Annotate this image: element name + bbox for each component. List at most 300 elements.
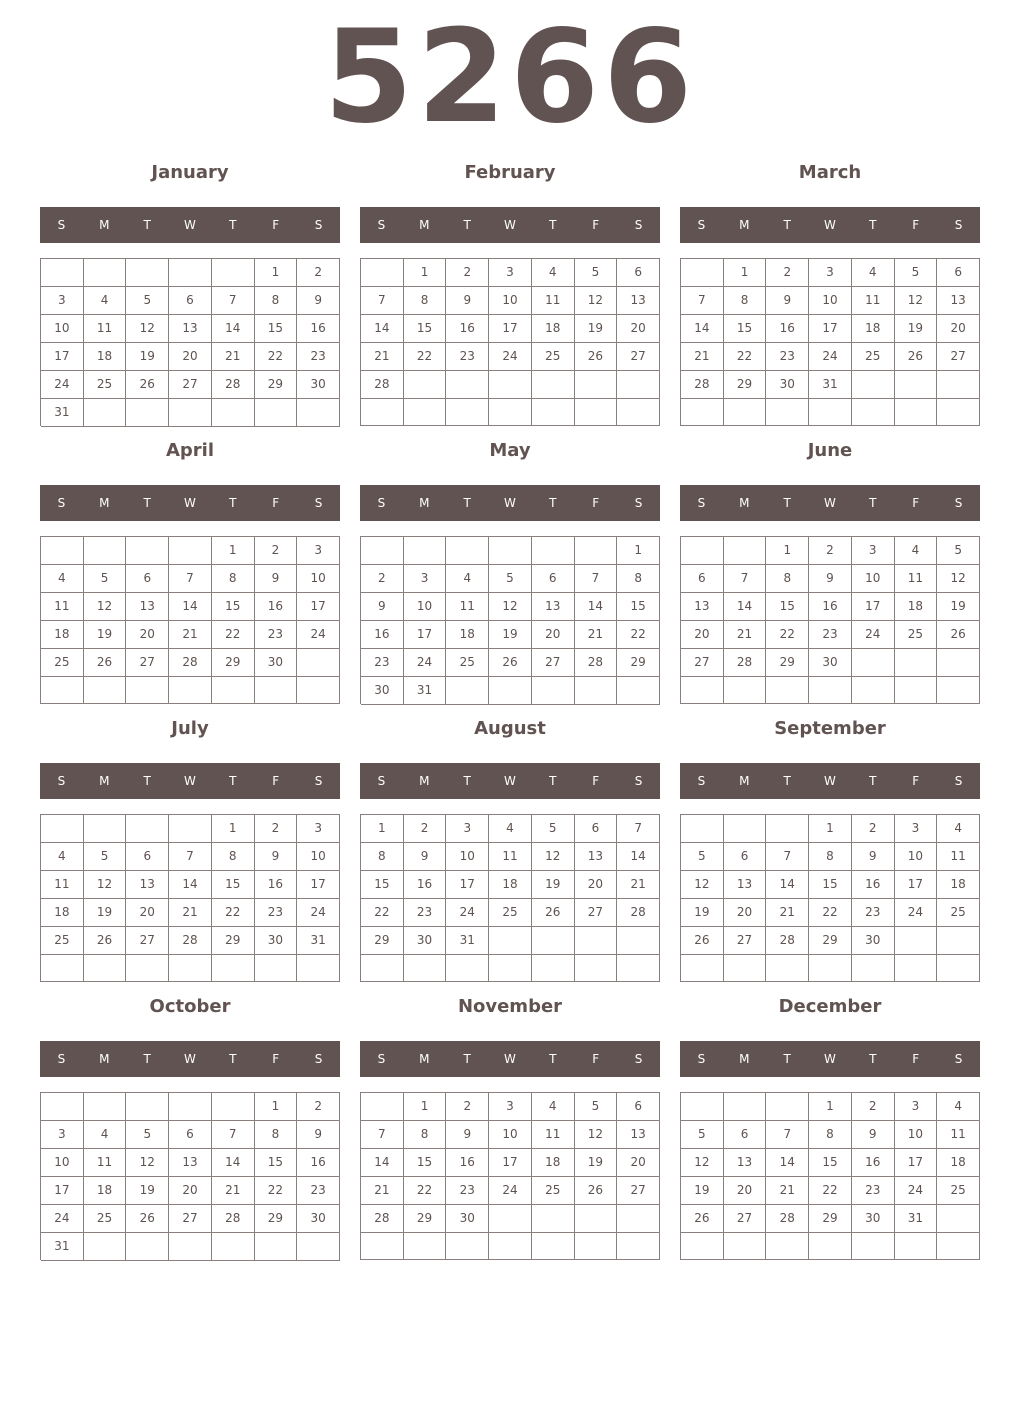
day-cell: [937, 1205, 980, 1233]
day-cell: 31: [809, 371, 852, 399]
day-cell: [404, 399, 447, 426]
day-cell: 17: [297, 871, 340, 899]
day-cell: 16: [852, 871, 895, 899]
day-cell: [297, 677, 340, 704]
day-cell: 26: [575, 343, 618, 371]
day-cell: 25: [532, 1177, 575, 1205]
day-cell: 11: [895, 565, 938, 593]
day-cell: 18: [84, 343, 127, 371]
day-cell: 7: [361, 1121, 404, 1149]
day-cell: 5: [575, 259, 618, 287]
day-cell: 20: [169, 343, 212, 371]
day-cell: 14: [361, 315, 404, 343]
day-cell: [532, 955, 575, 982]
weekday-label: T: [143, 774, 151, 788]
day-cell: 24: [404, 649, 447, 677]
day-cell: 7: [212, 1121, 255, 1149]
day-cell: 1: [766, 537, 809, 565]
day-cell: 5: [126, 1121, 169, 1149]
day-cell: [617, 955, 660, 982]
day-cell: 2: [852, 1093, 895, 1121]
day-cell: [84, 399, 127, 427]
day-cell: [724, 399, 767, 426]
day-cell: 4: [489, 815, 532, 843]
day-cell: 17: [809, 315, 852, 343]
weekday-label: T: [143, 218, 151, 232]
weekday-label: S: [697, 218, 706, 232]
weekday-label: T: [783, 496, 791, 510]
month-name: February: [464, 162, 556, 183]
day-cell: [489, 955, 532, 982]
day-cell: [169, 259, 212, 287]
day-cell: [297, 649, 340, 677]
day-cell: 3: [41, 287, 84, 315]
month-september: [680, 714, 980, 982]
day-cell: [41, 1093, 84, 1121]
day-cell: [404, 1233, 447, 1260]
day-grid: [360, 258, 660, 426]
day-cell: 30: [852, 927, 895, 955]
day-cell: 12: [126, 315, 169, 343]
weekday-label: M: [739, 496, 750, 510]
day-cell: 12: [575, 1121, 618, 1149]
day-cell: 8: [809, 1121, 852, 1149]
day-cell: 29: [255, 1205, 298, 1233]
day-cell: [84, 1093, 127, 1121]
day-cell: 21: [361, 343, 404, 371]
month-april: [40, 436, 340, 704]
day-cell: [361, 259, 404, 287]
weekday-label: S: [954, 774, 963, 788]
day-cell: 7: [681, 287, 724, 315]
day-cell: 21: [724, 621, 767, 649]
day-cell: 1: [404, 1093, 447, 1121]
day-cell: 8: [361, 843, 404, 871]
day-cell: [489, 677, 532, 705]
day-cell: 28: [766, 1205, 809, 1233]
day-cell: 5: [84, 843, 127, 871]
month-july: [40, 714, 340, 982]
weekday-label: F: [912, 1052, 920, 1066]
weekday-label: T: [463, 1052, 471, 1066]
day-cell: 22: [404, 1177, 447, 1205]
day-cell: [532, 399, 575, 426]
day-cell: 29: [404, 1205, 447, 1233]
day-cell: 24: [895, 899, 938, 927]
day-cell: [169, 815, 212, 843]
day-cell: 13: [169, 1149, 212, 1177]
day-cell: 25: [532, 343, 575, 371]
day-cell: 28: [212, 1205, 255, 1233]
day-cell: 16: [255, 593, 298, 621]
day-cell: 2: [361, 565, 404, 593]
month-name: March: [798, 162, 862, 183]
day-cell: [446, 537, 489, 565]
day-cell: 29: [617, 649, 660, 677]
month-march: [680, 158, 980, 426]
weekday-label: S: [634, 774, 643, 788]
day-cell: 29: [724, 371, 767, 399]
day-cell: 12: [84, 593, 127, 621]
day-cell: 12: [937, 565, 980, 593]
day-cell: 9: [255, 843, 298, 871]
weekday-label: T: [783, 774, 791, 788]
day-cell: 15: [212, 871, 255, 899]
day-cell: 3: [852, 537, 895, 565]
day-cell: 11: [446, 593, 489, 621]
day-cell: 7: [766, 1121, 809, 1149]
weekday-label: S: [634, 1052, 643, 1066]
day-cell: 4: [937, 815, 980, 843]
day-cell: [766, 399, 809, 426]
day-cell: 28: [724, 649, 767, 677]
day-cell: 30: [446, 1205, 489, 1233]
day-cell: 23: [297, 343, 340, 371]
day-cell: 25: [41, 927, 84, 955]
day-cell: 8: [404, 1121, 447, 1149]
day-cell: 28: [617, 899, 660, 927]
day-cell: 19: [575, 315, 618, 343]
day-cell: [724, 1093, 767, 1121]
weekday-header: [360, 763, 660, 799]
day-cell: 6: [724, 843, 767, 871]
day-cell: 31: [895, 1205, 938, 1233]
day-cell: 13: [169, 315, 212, 343]
day-cell: 21: [169, 621, 212, 649]
day-cell: [297, 955, 340, 982]
day-cell: 26: [681, 927, 724, 955]
day-cell: [361, 1093, 404, 1121]
weekday-label: M: [99, 774, 110, 788]
weekday-label: T: [549, 774, 557, 788]
month-name: October: [149, 996, 231, 1017]
day-cell: [212, 259, 255, 287]
day-cell: [212, 399, 255, 427]
day-cell: 27: [681, 649, 724, 677]
day-cell: 3: [809, 259, 852, 287]
day-cell: 17: [852, 593, 895, 621]
day-cell: 24: [41, 371, 84, 399]
weekday-label: S: [377, 774, 386, 788]
day-cell: [126, 815, 169, 843]
day-cell: [84, 815, 127, 843]
month-january: [40, 158, 340, 426]
day-cell: 31: [297, 927, 340, 955]
day-cell: 14: [169, 871, 212, 899]
day-cell: 3: [297, 537, 340, 565]
day-cell: 24: [895, 1177, 938, 1205]
day-cell: 3: [404, 565, 447, 593]
day-cell: [895, 1233, 938, 1260]
day-cell: 20: [575, 871, 618, 899]
weekday-label: T: [869, 774, 877, 788]
day-cell: 25: [852, 343, 895, 371]
day-cell: 6: [617, 259, 660, 287]
day-cell: [41, 815, 84, 843]
weekday-label: M: [419, 218, 430, 232]
day-cell: 30: [766, 371, 809, 399]
day-cell: 15: [361, 871, 404, 899]
day-cell: 2: [255, 815, 298, 843]
day-cell: 17: [489, 1149, 532, 1177]
weekday-label: F: [592, 218, 600, 232]
day-cell: [937, 371, 980, 399]
day-cell: 15: [212, 593, 255, 621]
day-cell: 22: [617, 621, 660, 649]
day-cell: 31: [404, 677, 447, 705]
day-cell: [126, 537, 169, 565]
day-cell: [255, 1233, 298, 1261]
day-cell: 15: [404, 315, 447, 343]
day-cell: 12: [681, 1149, 724, 1177]
day-cell: 31: [446, 927, 489, 955]
day-cell: 22: [212, 899, 255, 927]
weekday-label: F: [592, 774, 600, 788]
month-december: [680, 992, 980, 1260]
day-cell: [212, 1233, 255, 1261]
day-cell: [532, 1233, 575, 1260]
day-cell: [84, 537, 127, 565]
day-grid: [40, 536, 340, 704]
weekday-label: W: [184, 218, 196, 232]
day-cell: 1: [809, 1093, 852, 1121]
day-cell: 14: [766, 1149, 809, 1177]
day-cell: [255, 677, 298, 704]
weekday-label: T: [869, 496, 877, 510]
day-cell: 6: [126, 565, 169, 593]
day-cell: 7: [575, 565, 618, 593]
day-cell: 20: [532, 621, 575, 649]
day-cell: [681, 955, 724, 982]
day-cell: 27: [575, 899, 618, 927]
day-cell: [255, 399, 298, 427]
day-cell: 10: [41, 315, 84, 343]
day-cell: [724, 677, 767, 704]
day-cell: [617, 1233, 660, 1260]
weekday-label: W: [184, 496, 196, 510]
day-cell: 5: [681, 1121, 724, 1149]
day-grid: [40, 1092, 340, 1260]
weekday-label: S: [954, 218, 963, 232]
weekday-label: M: [739, 774, 750, 788]
day-cell: [575, 677, 618, 705]
weekday-label: T: [783, 218, 791, 232]
month-name: June: [807, 440, 853, 461]
day-cell: [575, 927, 618, 955]
day-cell: [446, 677, 489, 705]
day-cell: 20: [681, 621, 724, 649]
day-cell: 1: [617, 537, 660, 565]
day-cell: 8: [724, 287, 767, 315]
day-cell: 18: [937, 1149, 980, 1177]
day-cell: 21: [766, 1177, 809, 1205]
day-cell: [852, 955, 895, 982]
day-cell: [681, 815, 724, 843]
day-cell: 29: [212, 649, 255, 677]
day-cell: [852, 1233, 895, 1260]
day-cell: [937, 677, 980, 704]
day-cell: 8: [766, 565, 809, 593]
day-cell: 6: [169, 1121, 212, 1149]
day-cell: 8: [617, 565, 660, 593]
day-cell: 15: [724, 315, 767, 343]
weekday-label: W: [184, 1052, 196, 1066]
weekday-label: T: [783, 1052, 791, 1066]
day-cell: 27: [937, 343, 980, 371]
day-cell: 17: [489, 315, 532, 343]
day-cell: 14: [617, 843, 660, 871]
weekday-label: S: [697, 774, 706, 788]
weekday-label: S: [377, 1052, 386, 1066]
day-cell: 11: [532, 287, 575, 315]
day-cell: 13: [532, 593, 575, 621]
day-cell: 12: [532, 843, 575, 871]
month-february: [360, 158, 660, 426]
day-cell: 23: [852, 899, 895, 927]
day-cell: [937, 399, 980, 426]
day-cell: 28: [169, 649, 212, 677]
day-cell: [84, 1233, 127, 1261]
day-cell: 25: [84, 371, 127, 399]
day-grid: [40, 814, 340, 982]
day-cell: [489, 1233, 532, 1260]
day-cell: [617, 1205, 660, 1233]
day-cell: 31: [41, 1233, 84, 1261]
day-cell: 30: [297, 371, 340, 399]
day-cell: [895, 927, 938, 955]
day-cell: 4: [852, 259, 895, 287]
day-cell: [126, 259, 169, 287]
day-cell: 13: [617, 1121, 660, 1149]
month-name: April: [165, 440, 215, 461]
day-cell: 26: [489, 649, 532, 677]
day-grid: [40, 258, 340, 426]
month-november: [360, 992, 660, 1260]
day-cell: [489, 1205, 532, 1233]
day-cell: 29: [255, 371, 298, 399]
day-cell: 23: [809, 621, 852, 649]
day-cell: 29: [809, 1205, 852, 1233]
day-cell: 6: [937, 259, 980, 287]
weekday-label: M: [99, 218, 110, 232]
day-cell: [404, 955, 447, 982]
day-cell: 20: [126, 899, 169, 927]
day-cell: [489, 537, 532, 565]
day-cell: 11: [937, 843, 980, 871]
day-cell: 9: [255, 565, 298, 593]
day-cell: [361, 399, 404, 426]
day-cell: 15: [255, 1149, 298, 1177]
day-cell: [489, 399, 532, 426]
weekday-label: F: [272, 774, 280, 788]
day-cell: 4: [84, 1121, 127, 1149]
day-cell: 8: [212, 843, 255, 871]
day-cell: [895, 677, 938, 704]
weekday-label: M: [419, 496, 430, 510]
day-cell: [681, 537, 724, 565]
weekday-header: [360, 1041, 660, 1077]
day-cell: 22: [809, 1177, 852, 1205]
weekday-label: T: [143, 496, 151, 510]
day-cell: 10: [446, 843, 489, 871]
day-cell: [126, 399, 169, 427]
day-cell: 18: [532, 315, 575, 343]
day-cell: 10: [852, 565, 895, 593]
weekday-header: [40, 485, 340, 521]
day-cell: 6: [126, 843, 169, 871]
day-cell: 27: [532, 649, 575, 677]
day-cell: 14: [361, 1149, 404, 1177]
day-cell: 20: [724, 1177, 767, 1205]
day-cell: 10: [404, 593, 447, 621]
day-cell: [575, 1233, 618, 1260]
day-cell: [937, 927, 980, 955]
day-cell: 30: [361, 677, 404, 705]
day-cell: 10: [895, 843, 938, 871]
day-cell: [84, 955, 127, 982]
day-cell: 29: [809, 927, 852, 955]
day-grid: [680, 536, 980, 704]
weekday-label: W: [504, 1052, 516, 1066]
day-cell: 6: [617, 1093, 660, 1121]
day-cell: [617, 371, 660, 399]
day-cell: 8: [255, 1121, 298, 1149]
day-cell: 3: [489, 1093, 532, 1121]
month-name: December: [778, 996, 882, 1017]
day-cell: 2: [446, 259, 489, 287]
day-cell: 3: [489, 259, 532, 287]
weekday-label: S: [634, 218, 643, 232]
weekday-label: S: [377, 496, 386, 510]
day-cell: [575, 955, 618, 982]
day-cell: 13: [617, 287, 660, 315]
day-cell: [41, 537, 84, 565]
day-cell: 1: [361, 815, 404, 843]
day-cell: [766, 1093, 809, 1121]
day-cell: 9: [809, 565, 852, 593]
day-cell: 16: [809, 593, 852, 621]
day-cell: 1: [255, 1093, 298, 1121]
day-cell: 23: [766, 343, 809, 371]
weekday-label: W: [504, 218, 516, 232]
day-cell: 14: [575, 593, 618, 621]
day-cell: 25: [84, 1205, 127, 1233]
day-cell: 20: [169, 1177, 212, 1205]
day-cell: 30: [255, 927, 298, 955]
day-cell: 5: [895, 259, 938, 287]
weekday-label: F: [912, 496, 920, 510]
day-cell: 23: [404, 899, 447, 927]
day-cell: 5: [84, 565, 127, 593]
day-cell: 27: [169, 1205, 212, 1233]
day-cell: 25: [937, 1177, 980, 1205]
day-cell: 4: [41, 843, 84, 871]
day-cell: 14: [766, 871, 809, 899]
day-cell: [766, 1233, 809, 1260]
month-name: May: [489, 440, 531, 461]
day-cell: [724, 815, 767, 843]
day-cell: 1: [255, 259, 298, 287]
day-cell: 13: [126, 871, 169, 899]
day-cell: [41, 259, 84, 287]
day-cell: 23: [446, 1177, 489, 1205]
day-cell: [724, 537, 767, 565]
day-cell: 2: [255, 537, 298, 565]
day-cell: 19: [84, 899, 127, 927]
weekday-label: T: [229, 774, 237, 788]
day-cell: 13: [724, 1149, 767, 1177]
day-cell: 11: [852, 287, 895, 315]
